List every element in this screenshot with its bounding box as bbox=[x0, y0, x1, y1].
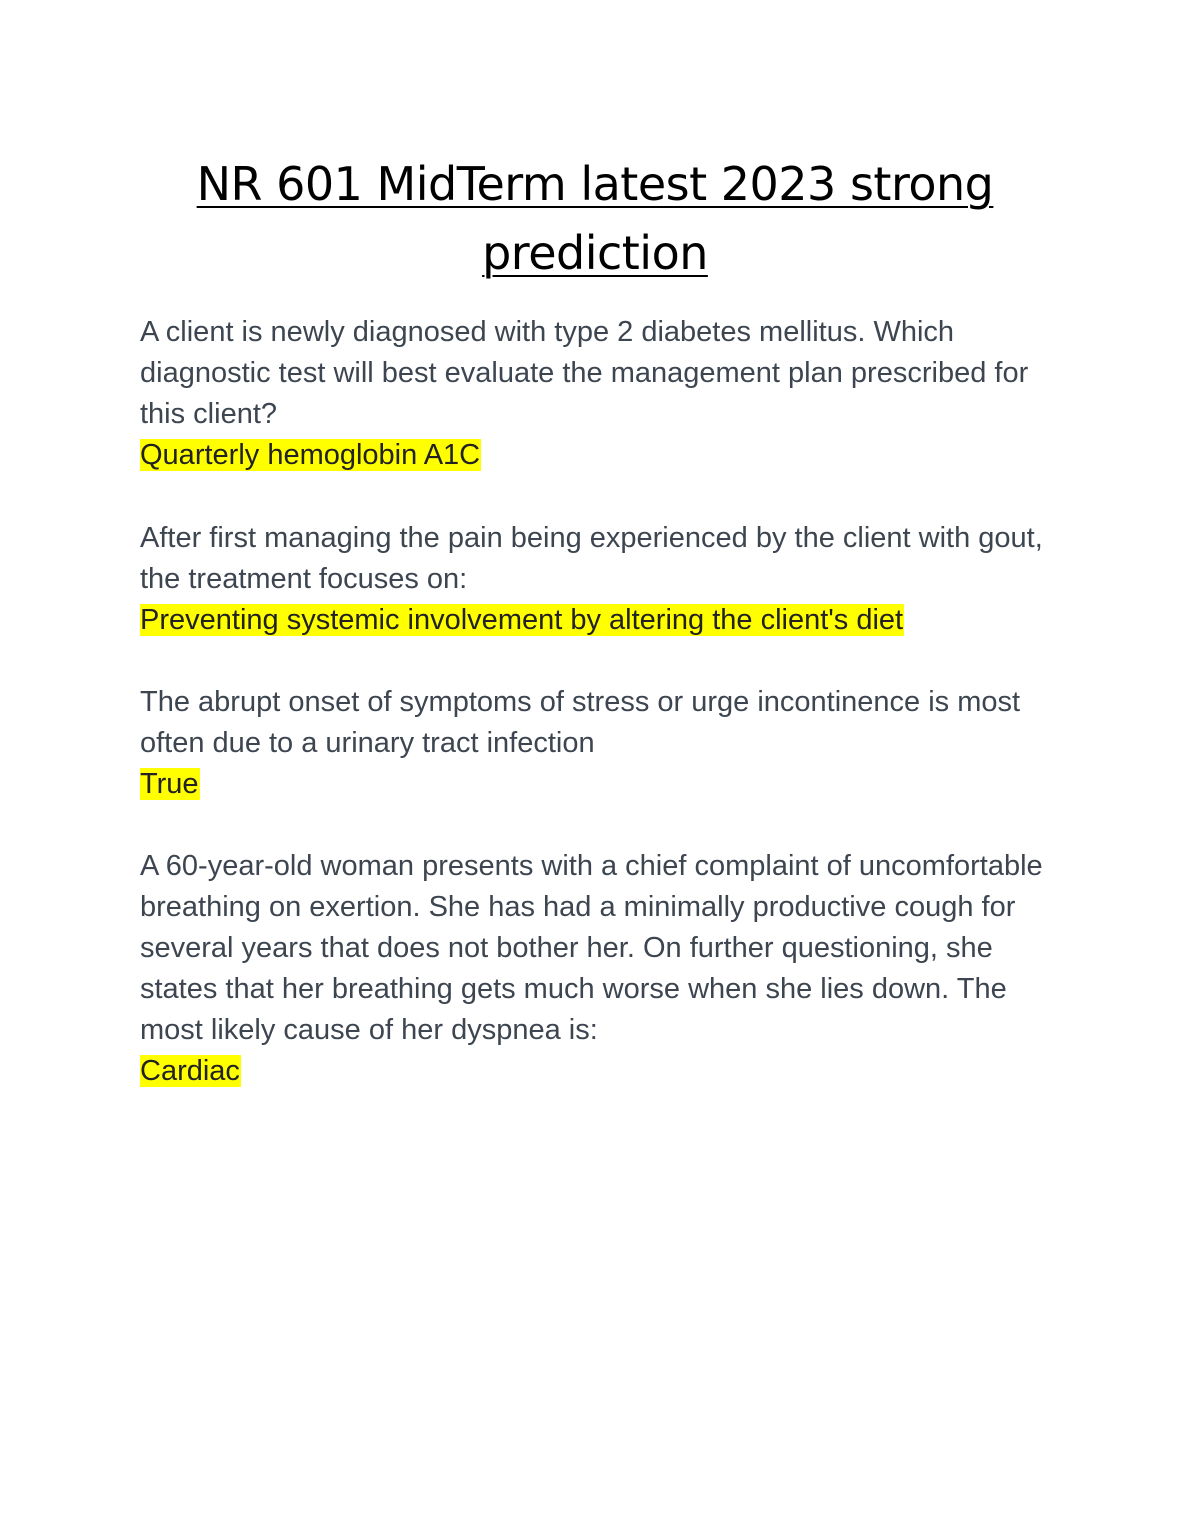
question-text: The abrupt onset of symptoms of stress or urge incontinence is most often due to a urinary tract infection bbox=[140, 686, 1021, 759]
question-text: After first managing the pain being experienced by the client with gout, the treatment focuses on: bbox=[140, 522, 1043, 595]
highlighted-answer: True bbox=[140, 768, 199, 800]
question-text: A client is newly diagnosed with type 2 diabetes mellitus. Which diagnostic test will best evaluate the management plan prescribed for this client? bbox=[140, 316, 1029, 430]
qa-item bbox=[140, 682, 1055, 805]
highlighted-answer: Quarterly hemoglobin A1C bbox=[140, 439, 481, 471]
answer-line bbox=[140, 435, 1055, 476]
qa-item bbox=[140, 312, 1055, 476]
highlighted-answer: Preventing systemic involvement by altering the client's diet bbox=[140, 604, 904, 636]
answer-line bbox=[140, 1051, 1055, 1092]
page-title: NR 601 MidTerm latest 2023 strong prediction bbox=[196, 157, 994, 280]
qa-item bbox=[140, 846, 1055, 1092]
answer-line bbox=[140, 764, 1055, 805]
highlighted-answer: Cardiac bbox=[140, 1055, 240, 1087]
question-text: A 60-year-old woman presents with a chief complaint of uncomfortable breathing on exertion. She has had a minimally productive cough for several years that does not bother her. On further questioning, she states that her breathing gets much worse when she lies down. The most likely cause of her dyspnea is: bbox=[140, 850, 1043, 1046]
qa-item bbox=[140, 518, 1055, 641]
answer-line bbox=[140, 600, 1055, 641]
